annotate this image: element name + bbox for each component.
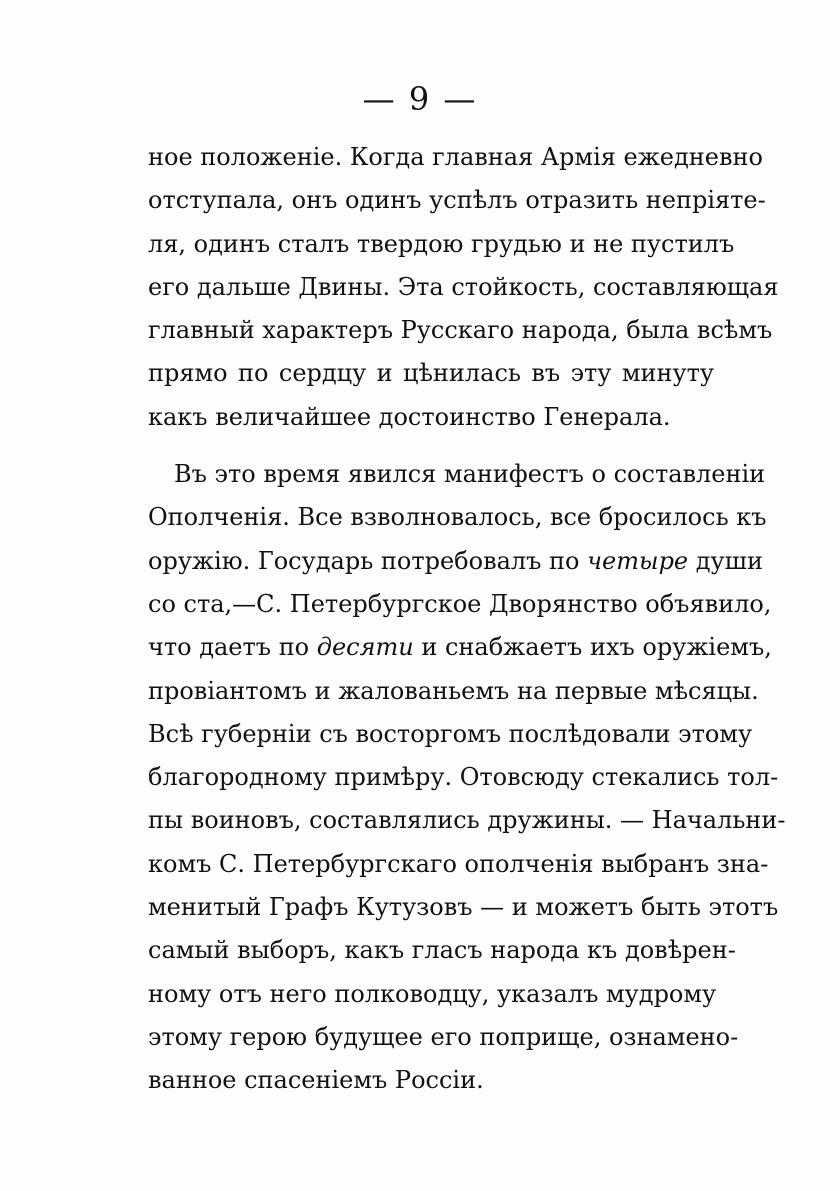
text-line: прямо по сердцу и цѣнилась въ эту минуту <box>148 359 714 388</box>
text-line: какъ величайшее достоинство Генерала. <box>148 402 671 431</box>
text-segment: что даетъ по <box>148 633 317 662</box>
text-line: провiантомъ и жалованьемъ на первые мѣсяцы. <box>148 676 759 705</box>
text-line: его дальше Двины. Эта стойкость, составляющая <box>148 272 779 301</box>
text-line: менитый Графъ Кутузовъ — и можетъ быть этотъ <box>148 893 779 922</box>
text-line: Въ это время явился манифестъ о составленiи <box>174 460 766 489</box>
text-line: ванное спасенiемъ Россiи. <box>148 1066 484 1095</box>
italic-word: четыре <box>587 546 689 575</box>
text-body <box>148 136 786 1103</box>
paragraph <box>148 136 779 439</box>
text-segment: и снабжаетъ ихъ оружiемъ, <box>413 633 772 662</box>
page-number: — 9 — <box>362 80 478 118</box>
text-line: благородному примѣру. Отовсюду стекались тол- <box>148 763 779 792</box>
text-line: Ополченiя. Все взволновалось, все бросилось къ <box>148 503 767 532</box>
text-line: ля, одинъ сталъ твердою грудью и не пустилъ <box>148 229 735 258</box>
text-line: пы воиновъ, составлялись дружины. — Начальни- <box>148 806 786 835</box>
text-line: комъ С. Петербургскаго ополченiя выбранъ зна- <box>148 849 769 878</box>
text-line: ное положенiе. Когда главная Армiя ежедневно <box>148 143 763 171</box>
text-line: Всѣ губернiи съ восторгомъ послѣдовали этому <box>148 719 753 748</box>
paragraph-gap <box>148 439 714 453</box>
text-line <box>148 626 772 669</box>
text-line: со ста,—С. Петербургское Дворянство объявило, <box>148 589 772 618</box>
text-line: этому герою будущее его поприще, ознамено- <box>148 1022 739 1051</box>
text-segment: души <box>688 546 763 575</box>
text-line: главный характеръ Русскаго народа, была всѣмъ <box>148 316 773 345</box>
text-line: отступала, онъ одинъ успѣлъ отразить непрiяте- <box>148 186 766 215</box>
text-line: ному отъ него полководцу, указалъ мудрому <box>148 979 717 1008</box>
italic-word: десяти <box>316 633 414 662</box>
paragraph <box>148 453 786 1102</box>
text-line: самый выборъ, какъ гласъ народа къ довѣрен- <box>148 936 736 965</box>
text-segment: оружiю. Государь потребовалъ по <box>148 546 588 575</box>
text-line <box>148 540 763 583</box>
